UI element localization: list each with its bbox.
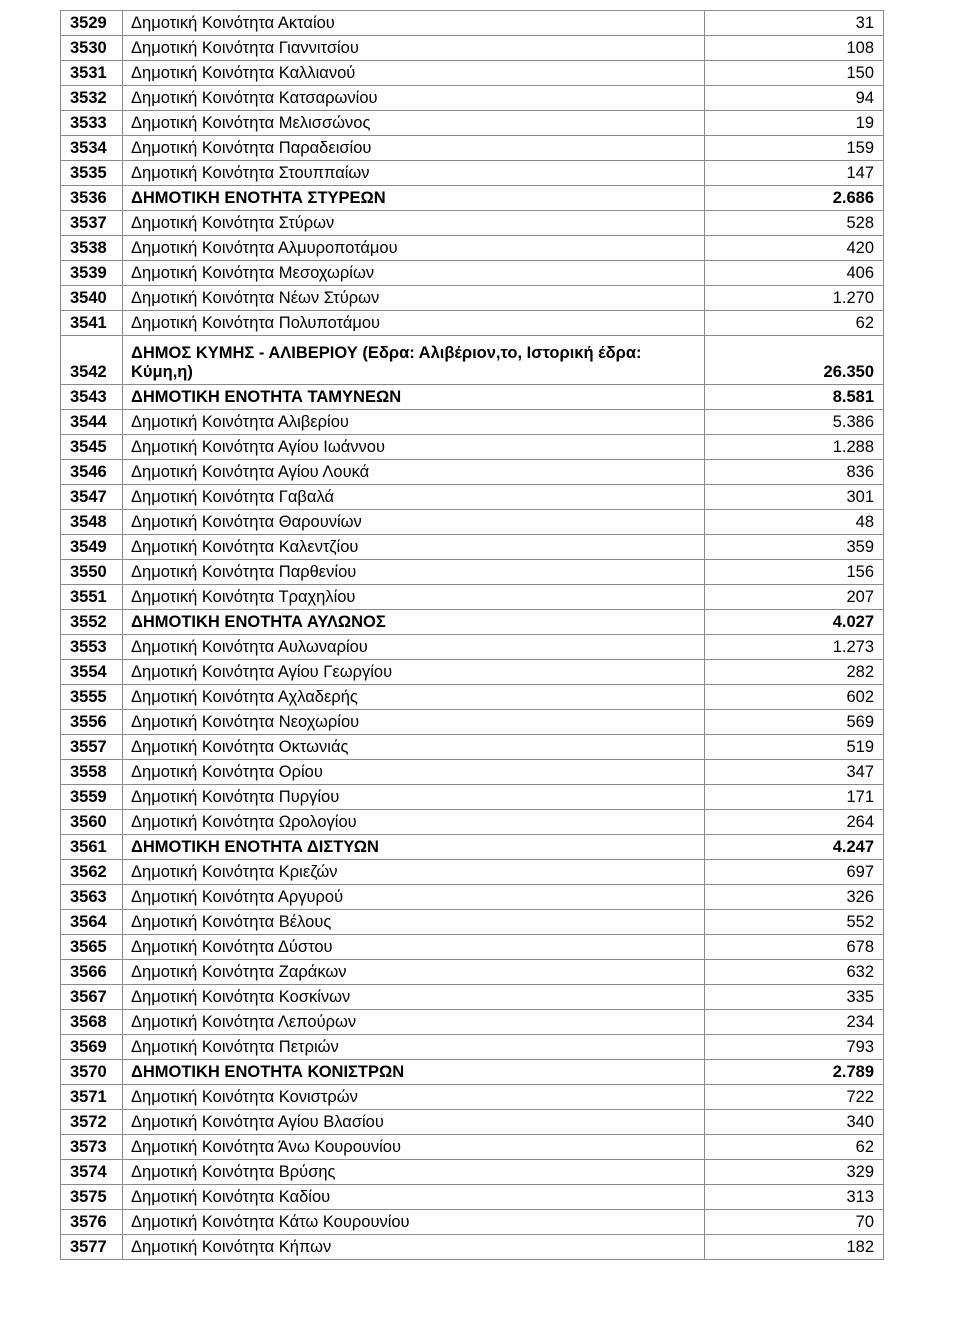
- row-code: 3552: [61, 610, 123, 635]
- row-name: Δημοτική Κοινότητα Καλλιανού: [123, 61, 705, 86]
- row-value: 182: [705, 1235, 884, 1260]
- row-code: 3576: [61, 1210, 123, 1235]
- row-code: 3546: [61, 460, 123, 485]
- row-value: 150: [705, 61, 884, 86]
- row-value: 359: [705, 535, 884, 560]
- table-row: [61, 960, 884, 985]
- row-code: 3559: [61, 785, 123, 810]
- row-name: Δημοτική Κοινότητα Άνω Κουρουνίου: [123, 1135, 705, 1160]
- row-name: Δημοτική Κοινότητα Αγίου Γεωργίου: [123, 660, 705, 685]
- row-code: 3555: [61, 685, 123, 710]
- row-name: Δημοτική Κοινότητα Πετριών: [123, 1035, 705, 1060]
- row-code: 3549: [61, 535, 123, 560]
- row-code: 3557: [61, 735, 123, 760]
- population-table: [60, 10, 884, 1260]
- row-name: Δημοτική Κοινότητα Στύρων: [123, 211, 705, 236]
- table-row: [61, 460, 884, 485]
- row-name: ΔΗΜΟΤΙΚΗ ΕΝΟΤΗΤΑ ΣΤΥΡΕΩΝ: [123, 186, 705, 211]
- row-name: Δημοτική Κοινότητα Νέων Στύρων: [123, 286, 705, 311]
- row-code: 3541: [61, 311, 123, 336]
- table-row: [61, 560, 884, 585]
- row-code: 3547: [61, 485, 123, 510]
- table-row: [61, 535, 884, 560]
- row-name: Δημοτική Κοινότητα Γαβαλά: [123, 485, 705, 510]
- row-value: 48: [705, 510, 884, 535]
- table-row: [61, 485, 884, 510]
- row-value: 234: [705, 1010, 884, 1035]
- row-value: 528: [705, 211, 884, 236]
- row-value: 5.386: [705, 410, 884, 435]
- row-value: 62: [705, 1135, 884, 1160]
- row-name: Δημοτική Κοινότητα Καδίου: [123, 1185, 705, 1210]
- row-name: Δημοτική Κοινότητα Λεπούρων: [123, 1010, 705, 1035]
- table-row: [61, 311, 884, 336]
- row-value: 569: [705, 710, 884, 735]
- table-row-heading: [61, 835, 884, 860]
- row-value: 1.288: [705, 435, 884, 460]
- row-code: 3571: [61, 1085, 123, 1110]
- table-row: [61, 885, 884, 910]
- row-name: Δημοτική Κοινότητα Στουππαίων: [123, 161, 705, 186]
- row-code: 3569: [61, 1035, 123, 1060]
- row-name: ΔΗΜΟΤΙΚΗ ΕΝΟΤΗΤΑ ΤΑΜΥΝΕΩΝ: [123, 385, 705, 410]
- row-value: 4.027: [705, 610, 884, 635]
- table-row: [61, 860, 884, 885]
- table-row-heading: [61, 186, 884, 211]
- row-name: Δημοτική Κοινότητα Γιαννιτσίου: [123, 36, 705, 61]
- row-code: 3558: [61, 760, 123, 785]
- table-row: [61, 810, 884, 835]
- row-value: 94: [705, 86, 884, 111]
- row-value: 678: [705, 935, 884, 960]
- table-row: [61, 1035, 884, 1060]
- table-row: [61, 1160, 884, 1185]
- table-row-heading: [61, 336, 884, 385]
- row-name: Δημοτική Κοινότητα Πυργίου: [123, 785, 705, 810]
- row-name: Δημοτική Κοινότητα Αγίου Βλασίου: [123, 1110, 705, 1135]
- table-row-heading: [61, 610, 884, 635]
- row-value: 301: [705, 485, 884, 510]
- row-value: 1.270: [705, 286, 884, 311]
- table-row: [61, 435, 884, 460]
- row-code: 3560: [61, 810, 123, 835]
- row-name: Δημοτική Κοινότητα Αυλωναρίου: [123, 635, 705, 660]
- table-row: [61, 1135, 884, 1160]
- row-code: 3550: [61, 560, 123, 585]
- row-value: 722: [705, 1085, 884, 1110]
- row-code: 3539: [61, 261, 123, 286]
- row-value: 19: [705, 111, 884, 136]
- table-row-heading: [61, 1060, 884, 1085]
- table-row: [61, 1235, 884, 1260]
- row-value: 282: [705, 660, 884, 685]
- row-code: 3531: [61, 61, 123, 86]
- table-row: [61, 136, 884, 161]
- table-row-heading: [61, 385, 884, 410]
- row-code: 3568: [61, 1010, 123, 1035]
- row-name: Δημοτική Κοινότητα Αργυρού: [123, 885, 705, 910]
- row-code: 3534: [61, 136, 123, 161]
- row-value: 264: [705, 810, 884, 835]
- table-row: [61, 685, 884, 710]
- row-name: Δημοτική Κοινότητα Αλιβερίου: [123, 410, 705, 435]
- row-name: Δημοτική Κοινότητα Κριεζών: [123, 860, 705, 885]
- table-row: [61, 635, 884, 660]
- row-value: 108: [705, 36, 884, 61]
- row-name: Δημοτική Κοινότητα Ωρολογίου: [123, 810, 705, 835]
- row-value: 26.350: [705, 336, 884, 385]
- row-value: 1.273: [705, 635, 884, 660]
- row-name: Δημοτική Κοινότητα Ακταίου: [123, 11, 705, 36]
- table-row: [61, 61, 884, 86]
- row-code: 3554: [61, 660, 123, 685]
- row-code: 3574: [61, 1160, 123, 1185]
- row-value: 31: [705, 11, 884, 36]
- row-code: 3530: [61, 36, 123, 61]
- row-value: 62: [705, 311, 884, 336]
- row-name: Δημοτική Κοινότητα Ζαράκων: [123, 960, 705, 985]
- table-row: [61, 935, 884, 960]
- row-value: 147: [705, 161, 884, 186]
- row-name: Δημοτική Κοινότητα Πολυποτάμου: [123, 311, 705, 336]
- table-row: [61, 161, 884, 186]
- table-row: [61, 760, 884, 785]
- row-code: 3562: [61, 860, 123, 885]
- row-code: 3567: [61, 985, 123, 1010]
- row-name: Δημοτική Κοινότητα Μελισσώνος: [123, 111, 705, 136]
- row-name: ΔΗΜΟΣ ΚΥΜΗΣ - ΑΛΙΒΕΡΙΟΥ (Εδρα: Αλιβέριον,το, Ιστορική έδρα: Κύμη,η): [123, 336, 705, 385]
- row-code: 3540: [61, 286, 123, 311]
- table-row: [61, 11, 884, 36]
- table-row: [61, 910, 884, 935]
- table-row: [61, 1210, 884, 1235]
- row-value: 2.789: [705, 1060, 884, 1085]
- row-code: 3564: [61, 910, 123, 935]
- row-value: 329: [705, 1160, 884, 1185]
- row-code: 3532: [61, 86, 123, 111]
- table-row: [61, 286, 884, 311]
- row-name: ΔΗΜΟΤΙΚΗ ΕΝΟΤΗΤΑ ΚΟΝΙΣΤΡΩΝ: [123, 1060, 705, 1085]
- row-name: Δημοτική Κοινότητα Ορίου: [123, 760, 705, 785]
- row-code: 3543: [61, 385, 123, 410]
- row-name: Δημοτική Κοινότητα Αγίου Λουκά: [123, 460, 705, 485]
- table-row: [61, 1010, 884, 1035]
- row-value: 697: [705, 860, 884, 885]
- row-code: 3535: [61, 161, 123, 186]
- table-row: [61, 1185, 884, 1210]
- row-value: 156: [705, 560, 884, 585]
- table-row: [61, 1085, 884, 1110]
- row-name: Δημοτική Κοινότητα Κήπων: [123, 1235, 705, 1260]
- row-code: 3551: [61, 585, 123, 610]
- row-code: 3570: [61, 1060, 123, 1085]
- table-row: [61, 1110, 884, 1135]
- row-name: Δημοτική Κοινότητα Βρύσης: [123, 1160, 705, 1185]
- row-value: 347: [705, 760, 884, 785]
- row-code: 3533: [61, 111, 123, 136]
- row-value: 313: [705, 1185, 884, 1210]
- row-value: 519: [705, 735, 884, 760]
- row-code: 3563: [61, 885, 123, 910]
- row-code: 3565: [61, 935, 123, 960]
- table-row: [61, 410, 884, 435]
- row-value: 420: [705, 236, 884, 261]
- row-name: Δημοτική Κοινότητα Νεοχωρίου: [123, 710, 705, 735]
- table-row: [61, 510, 884, 535]
- table-row: [61, 86, 884, 111]
- row-code: 3566: [61, 960, 123, 985]
- row-name: Δημοτική Κοινότητα Αγίου Ιωάννου: [123, 435, 705, 460]
- row-value: 4.247: [705, 835, 884, 860]
- row-name: Δημοτική Κοινότητα Παρθενίου: [123, 560, 705, 585]
- row-value: 2.686: [705, 186, 884, 211]
- table-row: [61, 585, 884, 610]
- row-code: 3561: [61, 835, 123, 860]
- row-value: 552: [705, 910, 884, 935]
- table-row: [61, 36, 884, 61]
- row-value: 793: [705, 1035, 884, 1060]
- row-code: 3538: [61, 236, 123, 261]
- row-code: 3542: [61, 336, 123, 385]
- row-code: 3575: [61, 1185, 123, 1210]
- row-code: 3544: [61, 410, 123, 435]
- row-code: 3548: [61, 510, 123, 535]
- row-name: Δημοτική Κοινότητα Κονιστρών: [123, 1085, 705, 1110]
- row-name: Δημοτική Κοινότητα Δύστου: [123, 935, 705, 960]
- table-row: [61, 985, 884, 1010]
- row-name: Δημοτική Κοινότητα Θαρουνίων: [123, 510, 705, 535]
- row-name: Δημοτική Κοινότητα Κατσαρωνίου: [123, 86, 705, 111]
- row-value: 171: [705, 785, 884, 810]
- row-code: 3556: [61, 710, 123, 735]
- row-code: 3577: [61, 1235, 123, 1260]
- row-name: Δημοτική Κοινότητα Καλεντζίου: [123, 535, 705, 560]
- row-value: 207: [705, 585, 884, 610]
- row-value: 159: [705, 136, 884, 161]
- row-value: 326: [705, 885, 884, 910]
- row-value: 632: [705, 960, 884, 985]
- row-code: 3573: [61, 1135, 123, 1160]
- table-row: [61, 660, 884, 685]
- table-row: [61, 710, 884, 735]
- row-name: Δημοτική Κοινότητα Τραχηλίου: [123, 585, 705, 610]
- row-name: Δημοτική Κοινότητα Οκτωνιάς: [123, 735, 705, 760]
- table-row: [61, 735, 884, 760]
- row-name: ΔΗΜΟΤΙΚΗ ΕΝΟΤΗΤΑ ΑΥΛΩΝΟΣ: [123, 610, 705, 635]
- row-name: Δημοτική Κοινότητα Κάτω Κουρουνίου: [123, 1210, 705, 1235]
- row-value: 8.581: [705, 385, 884, 410]
- row-name: Δημοτική Κοινότητα Μεσοχωρίων: [123, 261, 705, 286]
- row-value: 70: [705, 1210, 884, 1235]
- row-name: Δημοτική Κοινότητα Αχλαδερής: [123, 685, 705, 710]
- row-code: 3529: [61, 11, 123, 36]
- row-name: ΔΗΜΟΤΙΚΗ ΕΝΟΤΗΤΑ ΔΙΣΤΥΩΝ: [123, 835, 705, 860]
- row-code: 3545: [61, 435, 123, 460]
- table-row: [61, 785, 884, 810]
- row-name: Δημοτική Κοινότητα Παραδεισίου: [123, 136, 705, 161]
- table-row: [61, 111, 884, 136]
- row-value: 340: [705, 1110, 884, 1135]
- row-code: 3536: [61, 186, 123, 211]
- table-row: [61, 211, 884, 236]
- row-value: 335: [705, 985, 884, 1010]
- row-value: 602: [705, 685, 884, 710]
- row-code: 3572: [61, 1110, 123, 1135]
- row-name: Δημοτική Κοινότητα Κοσκίνων: [123, 985, 705, 1010]
- row-code: 3553: [61, 635, 123, 660]
- table-row: [61, 261, 884, 286]
- table-row: [61, 236, 884, 261]
- row-name: Δημοτική Κοινότητα Αλμυροποτάμου: [123, 236, 705, 261]
- table-body: [61, 11, 884, 1260]
- row-value: 836: [705, 460, 884, 485]
- row-name: Δημοτική Κοινότητα Βέλους: [123, 910, 705, 935]
- row-code: 3537: [61, 211, 123, 236]
- row-value: 406: [705, 261, 884, 286]
